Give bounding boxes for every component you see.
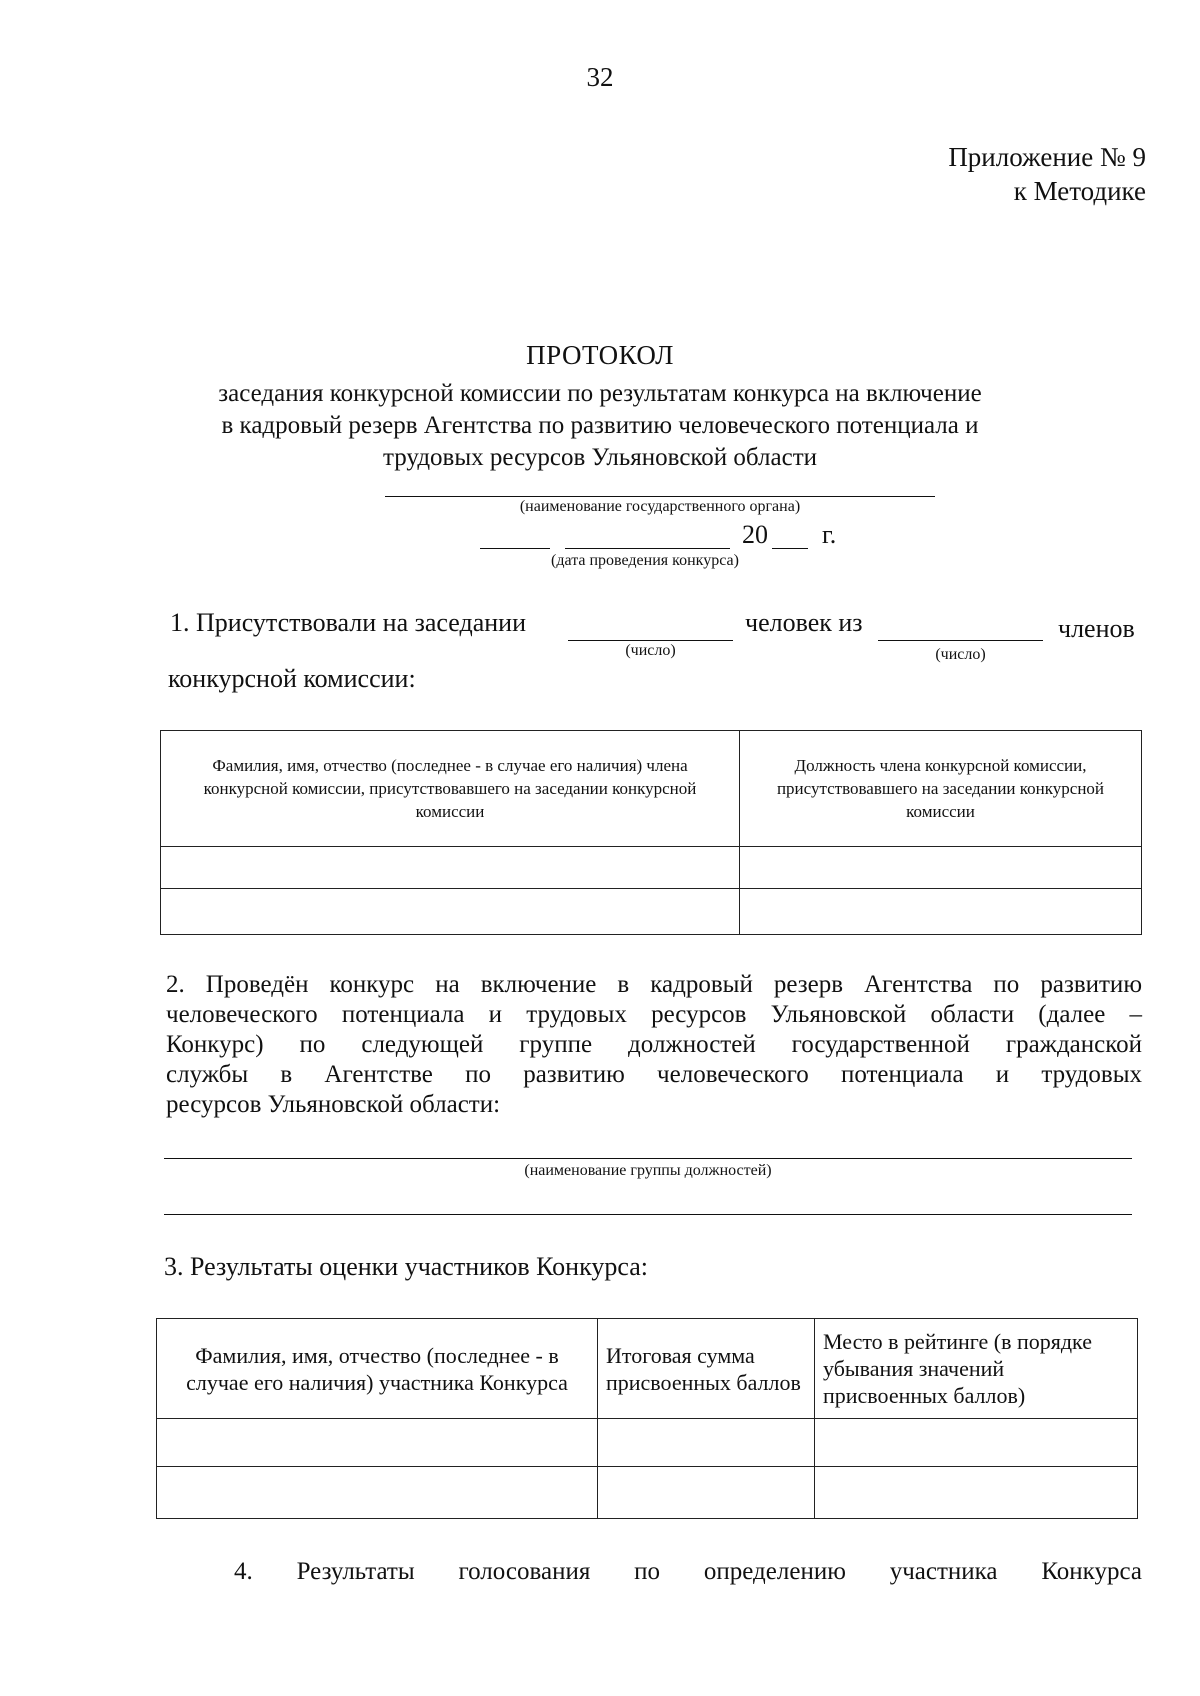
table-cell[interactable]: [161, 847, 740, 889]
table-row: [157, 1467, 1138, 1519]
date-day-blank[interactable]: [480, 548, 550, 549]
section1-text-c: членов: [1058, 614, 1135, 643]
table-cell[interactable]: [815, 1419, 1138, 1467]
section4-line: [234, 1558, 1142, 1586]
present-count-caption: (число): [625, 642, 676, 659]
section2-line-5: ресурсов Ульяновской области:: [166, 1091, 501, 1118]
section1-text-b: человек из: [745, 608, 863, 637]
subtitle-line-1: заседания конкурсной комиссии по результатам конкурса на включение: [218, 380, 982, 407]
table-cell[interactable]: [598, 1467, 815, 1519]
section4-word: определению: [703, 1558, 846, 1585]
commission-members-table: [160, 730, 1142, 935]
total-count-blank[interactable]: [878, 640, 1043, 641]
document-title: ПРОТОКОЛ: [526, 340, 674, 370]
subtitle-line-2: в кадровый резерв Агентства по развитию человеческого потенциала и: [221, 412, 979, 439]
table-cell[interactable]: [161, 889, 740, 935]
section2-line-3: Конкурс) по следующей группе должностей государственной гражданской: [166, 1031, 1142, 1058]
total-score-header: Итоговая сумма присвоенных баллов: [598, 1319, 815, 1419]
table-cell[interactable]: [157, 1419, 598, 1467]
section2-line-1: 2. Проведён конкурс на включение в кадровый резерв Агентства по развитию: [166, 971, 1142, 998]
table-row: [161, 889, 1142, 935]
section4-word: участника: [889, 1558, 998, 1585]
table-cell[interactable]: [157, 1467, 598, 1519]
section2-line-4: службы в Агентстве по развитию человеческого потенциала и трудовых: [166, 1061, 1142, 1088]
appendix-line-2: к Методике: [1013, 176, 1146, 206]
appendix-note: [948, 140, 1146, 208]
table-row: [157, 1419, 1138, 1467]
table-cell[interactable]: [740, 847, 1142, 889]
rating-place-header: Место в рейтинге (в порядке убывания значений присвоенных баллов): [815, 1319, 1138, 1419]
document-subtitle: [150, 378, 1050, 474]
total-count-caption: (число): [935, 646, 986, 663]
table-cell[interactable]: [815, 1467, 1138, 1519]
position-group-blank[interactable]: [164, 1158, 1132, 1159]
section2-line-2: человеческого потенциала и трудовых ресурсов Ульяновской области (далее –: [166, 1001, 1142, 1028]
section4-word: по: [634, 1558, 661, 1585]
participant-name-header: Фамилия, имя, отчество (последнее - в случае его наличия) участника Конкурса: [157, 1319, 598, 1419]
position-group-blank-2[interactable]: [164, 1214, 1132, 1215]
section3-heading: 3. Результаты оценки участников Конкурса:: [164, 1252, 648, 1281]
date-month-blank[interactable]: [565, 548, 730, 549]
org-name-caption: (наименование государственного органа): [519, 498, 801, 515]
org-name-blank[interactable]: [385, 496, 935, 497]
section4-number: 4.: [234, 1558, 253, 1585]
table-header-row: [161, 731, 1142, 847]
table-cell[interactable]: [598, 1419, 815, 1467]
members-name-header: Фамилия, имя, отчество (последнее - в случае его наличия) члена конкурсной комиссии, присутствовавшего на заседании конкурсной комиссии: [161, 731, 740, 847]
section2-paragraph: [166, 970, 1142, 1120]
date-year-blank[interactable]: [772, 548, 808, 549]
date-year-prefix: 20: [742, 520, 768, 549]
date-caption: (дата проведения конкурса): [551, 552, 739, 569]
date-year-suffix: г.: [822, 520, 837, 549]
table-row: [161, 847, 1142, 889]
section4-word: Результаты: [296, 1558, 415, 1585]
table-header-row: [157, 1319, 1138, 1419]
present-count-blank[interactable]: [568, 640, 733, 641]
section4-word: голосования: [458, 1558, 591, 1585]
section1-text-a: 1. Присутствовали на заседании: [170, 608, 526, 637]
section4-word: Конкурса: [1041, 1558, 1142, 1585]
page-number: 32: [586, 62, 614, 92]
participants-results-table: [156, 1318, 1138, 1519]
table-cell[interactable]: [740, 889, 1142, 935]
subtitle-line-3: трудовых ресурсов Ульяновской области: [383, 444, 817, 471]
members-position-header: Должность члена конкурсной комиссии, присутствовавшего на заседании конкурсной комиссии: [740, 731, 1142, 847]
appendix-line-1: Приложение № 9: [948, 142, 1146, 172]
section1-text-d: конкурсной комиссии:: [168, 664, 416, 693]
position-group-caption: (наименование группы должностей): [524, 1162, 772, 1179]
